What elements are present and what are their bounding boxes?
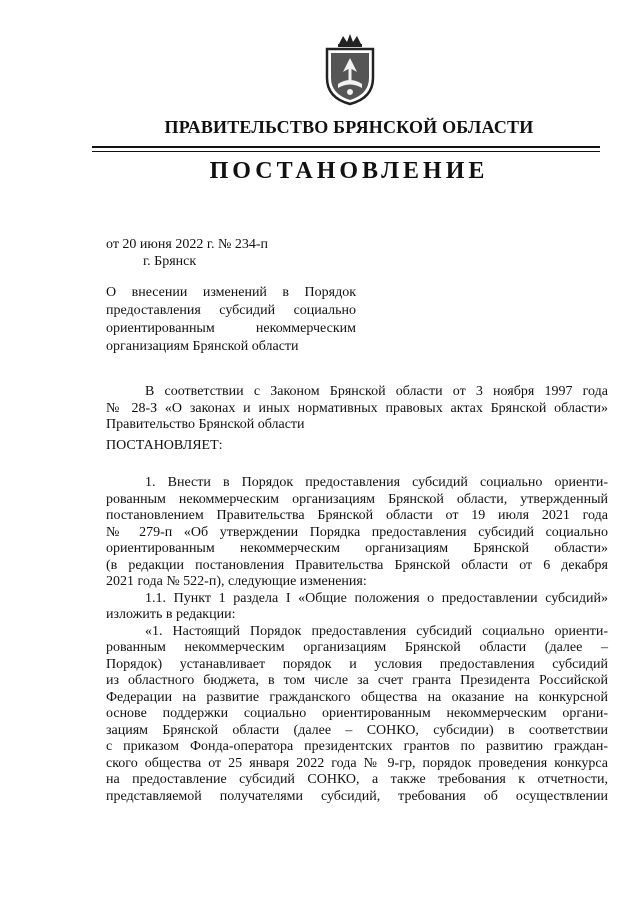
document-subject (106, 284, 356, 356)
body-line: 1. Внести в Порядок предоставления субсидий социально ориенти- (145, 475, 608, 490)
body-line: 2021 года № 522-п), следующие изменения: (106, 574, 367, 589)
body-line: зациям Брянской области (далее – СОНКО, субсидии) в соответствии (106, 722, 608, 738)
body-line: постановлением Правительства Брянской области от 19 июля 2021 года (106, 508, 608, 523)
organization-title: ПРАВИТЕЛЬСТВО БРЯНСКОЙ ОБЛАСТИ (164, 117, 534, 137)
body-line: 1.1. Пункт 1 раздела I «Общие положения о предоставлении субсидий» (145, 590, 608, 606)
body-line: на предоставление субсидий СОНКО, а также требования к отчетности, (106, 772, 608, 787)
body-line: Порядок) устанавливает порядок и условия предоставления субсидий (106, 656, 608, 672)
body-line: рованным некоммерческим организациям Брянской области, утвержденный (106, 491, 608, 507)
subject-line: ориентированным некоммерческим (106, 321, 356, 336)
body-line: № 279-п «Об утверждении Порядка предоставления субсидий социально (106, 524, 608, 540)
decree-word: ПОСТАНОВЛЯЕТ: (106, 438, 223, 453)
document-type-title: ПОСТАНОВЛЕНИЕ (209, 158, 489, 184)
subject-line: предоставления субсидий социально (106, 303, 356, 318)
body-line: из областного бюджета, в том числе за счет гранта Президента Российской (106, 673, 608, 688)
body-line: изложить в редакции: (106, 607, 236, 622)
body-line: с приказом Фонда-оператора президентских грантов по развитию граждан- (106, 739, 608, 754)
body-line: основе поддержки социально ориентированным некоммерческим органи- (106, 706, 608, 721)
body-line: (в редакции постановления Правительства Брянской области от 6 декабря (106, 557, 608, 573)
body-line: ориентированным некоммерческим организациям Брянской области» (106, 541, 608, 556)
body-line: ского общества от 25 января 2022 года № 9-гр, порядок проведения конкурса (106, 755, 608, 771)
preamble-line: В соответствии с Законом Брянской области от 3 ноября 1997 года (145, 384, 608, 399)
header-divider-thin (92, 151, 600, 152)
header-divider-thick (92, 146, 600, 148)
body-line: «1. Настоящий Порядок предоставления субсидий социально ориенти- (145, 623, 608, 639)
coat-of-arms-icon (319, 34, 381, 106)
document-date-number: от 20 июня 2022 г. № 234-п (106, 237, 268, 252)
preamble-paragraph (106, 384, 608, 434)
preamble-line: Правительство Брянской области (106, 417, 305, 432)
decree-body (106, 475, 608, 805)
preamble-line: № 28-З «О законах и иных нормативных правовых актах Брянской области» (106, 400, 608, 416)
body-line: Федерации на развитие гражданского общества на оказание на конкурсной (106, 689, 608, 705)
subject-line: организациям Брянской области (106, 339, 299, 354)
document-city: г. Брянск (143, 254, 197, 269)
body-line: представляемой получателями субсидий, требования об осуществлении (106, 788, 608, 804)
body-line: рованным некоммерческим организациям Брянской области (далее – (106, 640, 608, 655)
subject-line: О внесении изменений в Порядок (106, 285, 356, 300)
